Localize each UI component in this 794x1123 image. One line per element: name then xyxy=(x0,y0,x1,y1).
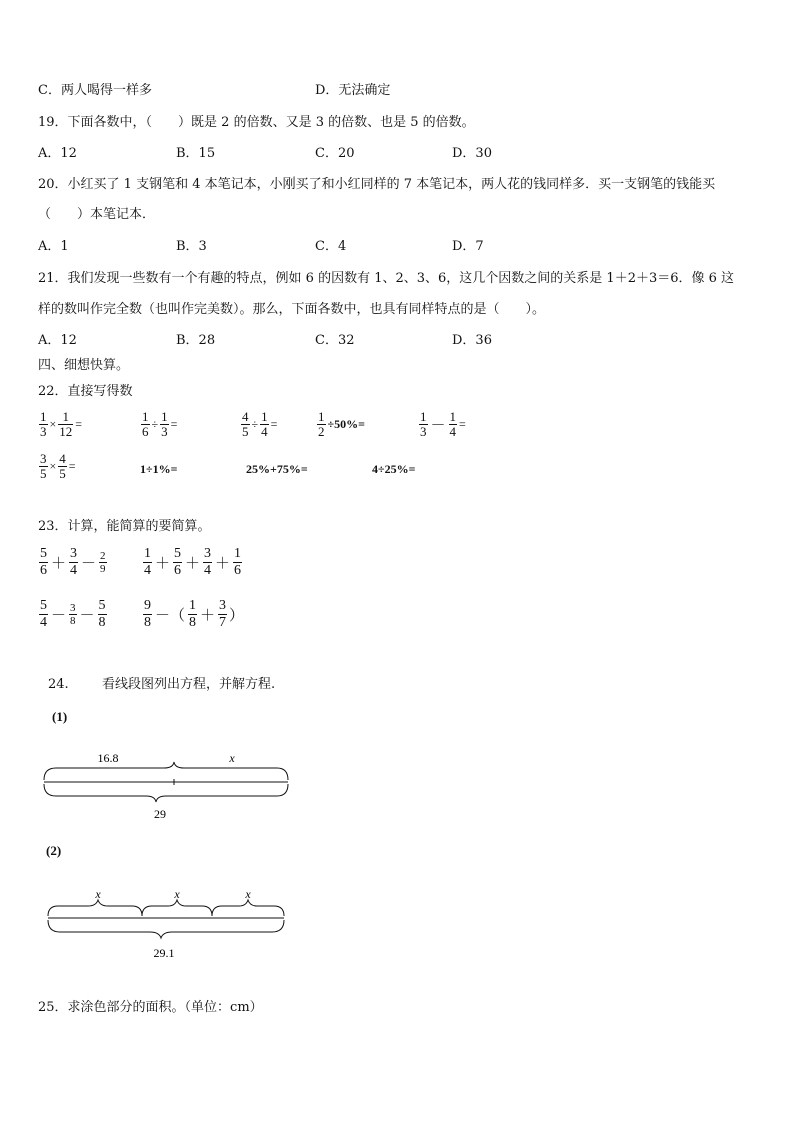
numerator: 9 xyxy=(144,598,151,613)
denominator: 7 xyxy=(219,615,227,630)
operator: ÷ xyxy=(251,417,259,431)
segment-label-x1: x xyxy=(95,887,101,901)
operator: － xyxy=(430,418,446,434)
q21-stem-line2: 样的数叫作完全数（也叫作完美数）。那么，下面各数中，也具有同样特点的是（ ）。 xyxy=(38,302,546,317)
q23-expr-4 xyxy=(142,598,245,631)
numerator: 1 xyxy=(142,409,149,424)
q18-option-c: C．两人喝得一样多 xyxy=(38,83,152,98)
operator: × xyxy=(49,417,57,431)
closing-parenthesis: ） xyxy=(229,608,245,624)
operator: ＋ xyxy=(155,556,171,572)
segment-total-label: 29 xyxy=(154,807,166,821)
q24-part1-label: (1) xyxy=(52,709,68,724)
numerator: 1 xyxy=(234,546,242,561)
q21-option-c: C．32 xyxy=(315,333,355,348)
q19-option-b: B．15 xyxy=(176,146,216,161)
q24-number: 24. xyxy=(48,677,69,692)
denominator: 5 xyxy=(40,466,47,481)
denominator: 4 xyxy=(204,563,212,578)
numerator: 1 xyxy=(144,546,151,561)
numerator: 3 xyxy=(70,546,78,561)
numerator: 4 xyxy=(59,451,66,466)
segment-label-x2: x xyxy=(174,887,180,901)
denominator: 8 xyxy=(98,615,106,630)
denominator: 4 xyxy=(261,424,268,439)
q22-expr-4 xyxy=(316,410,366,439)
equals: = xyxy=(68,459,76,473)
denominator: 2 xyxy=(318,424,325,439)
segment-label-unknown: x xyxy=(229,751,235,765)
numerator: 4 xyxy=(242,409,249,424)
q21-stem-line1: 21．我们发现一些数有一个有趣的特点，例如 6 的因数有 1、2、3、6，这几个因数之间的关系是 1＋2＋3＝6．像 6 这 xyxy=(38,271,735,286)
operator: ＋ xyxy=(215,556,231,572)
numerator: 3 xyxy=(40,451,47,466)
q23-expr-1 xyxy=(38,546,108,579)
q20-option-a: A．1 xyxy=(38,239,69,254)
numerator: 5 xyxy=(174,546,182,561)
operator: ＋ xyxy=(200,608,216,624)
operator: － xyxy=(81,556,97,572)
q24-segment-diagram-2 xyxy=(40,884,296,964)
q22-expr-9: 4÷25%= xyxy=(372,462,416,476)
q20-stem-line2: （ ）本笔记本． xyxy=(38,207,156,222)
denominator: 3 xyxy=(161,424,168,439)
q25-stem: 25．求涂色部分的面积。（单位：cm） xyxy=(38,1000,263,1015)
denominator: 9 xyxy=(100,563,106,575)
denominator: 3 xyxy=(40,424,47,439)
numerator: 3 xyxy=(70,602,76,614)
q22-expr-7: 1÷1%= xyxy=(140,462,178,476)
q20-stem-line1: 20．小红买了 1 支钢笔和 4 本笔记本，小刚买了和小红同样的 7 本笔记本，两人花的钱同样多．买一支钢笔的钱能买 xyxy=(38,177,716,192)
expression-tail: ÷50%= xyxy=(327,417,365,431)
q22-expr-8: 25%+75%= xyxy=(246,462,308,476)
numerator: 5 xyxy=(40,546,47,561)
q21-option-d: D．36 xyxy=(452,333,492,348)
equals: = xyxy=(75,417,83,431)
section-title: 四、细想快算。 xyxy=(38,358,130,373)
numerator: 5 xyxy=(40,598,47,613)
bottom-brace xyxy=(44,784,288,802)
q22-expr-3 xyxy=(240,410,278,439)
denominator: 6 xyxy=(40,563,47,578)
numerator: 1 xyxy=(189,598,197,613)
denominator: 6 xyxy=(174,563,182,578)
q24-segment-diagram-1 xyxy=(36,744,296,826)
q21-option-b: B．28 xyxy=(176,333,216,348)
numerator: 1 xyxy=(420,409,427,424)
denominator: 6 xyxy=(234,563,242,578)
q22-expr-1 xyxy=(38,410,83,439)
numerator: 1 xyxy=(62,409,70,424)
denominator: 4 xyxy=(449,424,457,439)
denominator: 8 xyxy=(144,615,151,630)
segment-label-x3: x xyxy=(245,887,251,901)
q22-expr-6 xyxy=(38,452,77,481)
q20-option-b: B．3 xyxy=(176,239,207,254)
numerator: 1 xyxy=(261,409,268,424)
top-brace-1 xyxy=(48,900,142,916)
denominator: 8 xyxy=(189,615,197,630)
numerator: 2 xyxy=(100,550,106,562)
equals: = xyxy=(170,417,178,431)
numerator: 3 xyxy=(204,546,212,561)
q23-expr-2 xyxy=(142,546,243,579)
numerator: 1 xyxy=(318,409,325,424)
denominator: 4 xyxy=(70,563,78,578)
q24-stem: 看线段图列出方程，并解方程. xyxy=(102,677,276,692)
operator: － xyxy=(79,608,95,624)
q23-stem: 23．计算，能简算的要简算。 xyxy=(38,519,211,534)
operator: －（ xyxy=(155,608,186,624)
operator: ÷ xyxy=(151,417,159,431)
top-brace xyxy=(44,762,288,780)
numerator: 1 xyxy=(449,409,457,424)
q21-option-a: A．12 xyxy=(38,333,77,348)
operator: ＋ xyxy=(51,556,67,572)
numerator: 1 xyxy=(40,409,47,424)
operator: ＋ xyxy=(185,556,201,572)
bottom-brace xyxy=(48,920,284,938)
q19-option-c: C．20 xyxy=(315,146,355,161)
segment-label-known: 16.8 xyxy=(97,751,119,765)
q19-option-d: D．30 xyxy=(452,146,492,161)
equals: = xyxy=(270,417,278,431)
q22-expr-2 xyxy=(140,410,178,439)
numerator: 5 xyxy=(98,598,106,613)
denominator: 12 xyxy=(59,424,73,439)
equals: = xyxy=(459,417,466,431)
denominator: 4 xyxy=(144,563,151,578)
top-brace-2 xyxy=(142,900,212,916)
denominator: 4 xyxy=(40,615,47,630)
q19-stem: 19．下面各数中，（ ）既是 2 的倍数、又是 3 的倍数、也是 5 的倍数。 xyxy=(38,115,475,130)
denominator: 6 xyxy=(142,424,149,439)
denominator: 8 xyxy=(70,615,76,627)
q18-option-d: D．无法确定 xyxy=(315,83,391,98)
q20-option-d: D．7 xyxy=(452,239,484,254)
q24-part2-label: (2) xyxy=(46,843,62,858)
top-brace-3 xyxy=(212,900,284,916)
q20-option-c: C．4 xyxy=(315,239,347,254)
segment-total-label: 29.1 xyxy=(153,946,175,960)
denominator: 5 xyxy=(59,466,66,481)
q19-option-a: A．12 xyxy=(38,146,77,161)
q22-stem: 22．直接写得数 xyxy=(38,384,133,399)
numerator: 3 xyxy=(219,598,227,613)
q22-expr-5 xyxy=(418,410,467,439)
q23-expr-3 xyxy=(38,598,108,631)
denominator: 5 xyxy=(242,424,249,439)
operator: － xyxy=(51,608,67,624)
numerator: 1 xyxy=(161,409,168,424)
operator: × xyxy=(49,459,57,473)
denominator: 3 xyxy=(420,424,427,439)
